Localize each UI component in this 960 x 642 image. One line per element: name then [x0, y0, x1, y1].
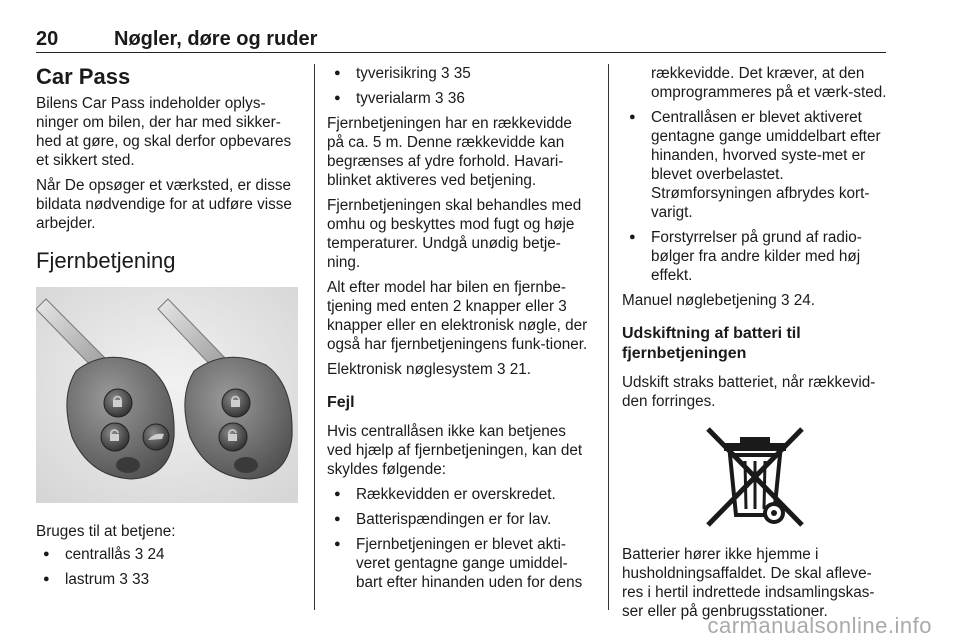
list-item: ● tyverisikring 3 35	[327, 64, 593, 83]
remote-keys-illustration	[36, 287, 298, 503]
cross-reference[interactable]: 3 36	[435, 90, 465, 107]
paragraph: Manuel nøglebetjening 3 24.	[622, 292, 816, 309]
battery-heading: Udskiftning af batteri til fjernbetjeningen	[622, 325, 801, 362]
arrow-icon: 3	[781, 292, 790, 309]
paragraph: Udskift straks batteriet, når rækkevid-den forringes.	[622, 374, 876, 410]
list-item: ● centrallås 3 24	[36, 545, 300, 564]
cross-reference[interactable]: 3 24	[134, 546, 165, 563]
column-1	[36, 64, 300, 595]
list-item: ● Rækkevidden er overskredet.	[327, 485, 593, 504]
list-item: ● Centrallåsen er blevet aktiveret gentagne gange umiddelbart efter hinanden, hvorved syste-met er blevet overbelastet. Strømforsyningen afbrydes kort-varigt.	[622, 108, 888, 222]
paragraph: Fjernbetjeningen har en rækkevidde på ca. 5 m. Denne rækkevidde kan begrænses af ydre forhold. Havari-blinket aktiveres ved betjening.	[327, 115, 572, 189]
column-2	[327, 64, 593, 598]
cross-reference[interactable]: 3 21.	[497, 361, 532, 378]
fejl-heading: Fejl	[327, 394, 355, 411]
watermark: carmanualsonline.info	[707, 613, 932, 638]
arrow-icon: 3	[134, 546, 144, 563]
paragraph: Elektronisk nøglesystem 3 21.	[327, 361, 532, 378]
list-item: ● tyverialarm 3 36	[327, 89, 593, 108]
arrow-icon: 3	[441, 65, 450, 82]
paragraph: Hvis centrallåsen ikke kan betjenes ved hjælp af fjernbetjeningen, kan det skyldes følgende:	[327, 423, 583, 478]
paragraph: Bilens Car Pass indeholder oplys-ninger om bilen, der har med sikker-hed at gøre, og skal derfor opbevares et sikkert sted.	[36, 95, 292, 169]
fjernbetjening-heading: Fjernbetjening	[36, 248, 176, 273]
fault-list	[327, 485, 593, 592]
list-item: ● Batterispændingen er for lav.	[327, 510, 593, 529]
fault-list	[622, 108, 888, 285]
function-list	[36, 545, 300, 589]
page-number: 20	[36, 28, 59, 50]
paragraph: Batterier hører ikke hjemme i husholdningsaffaldet. De skal afleve-res i hertil indrettede indsamlingskas-ser eller på genbrugsstationer.	[622, 546, 875, 620]
arrow-icon: 3	[435, 90, 444, 107]
paragraph: Bruges til at betjene:	[36, 523, 176, 540]
list-item: ● Fjernbetjeningen er blevet akti-veret gentagne gange umiddel-bart efter hinanden uden for dens	[327, 535, 593, 592]
paragraph: Fjernbetjeningen skal behandles med omhu og beskyttes mod fugt og høje temperaturer. Undgå unødig betje-ning.	[327, 197, 582, 271]
crossed-bin-icon	[700, 423, 810, 531]
paragraph: Når De opsøger et værksted, er disse bildata nødvendige for at udføre visse arbejder.	[36, 177, 292, 232]
paragraph: rækkevidde. Det kræver, at den omprogrammeres på et værk-sted.	[651, 65, 887, 101]
page-header	[36, 26, 886, 53]
column-3	[622, 64, 888, 627]
list-item: ● Forstyrrelser på grund af radio-bølger fra andre kilder med høj effekt.	[622, 228, 888, 285]
cross-reference[interactable]: 3 35	[441, 65, 471, 82]
paragraph: Alt efter model har bilen en fjernbe-tjening med enten 2 knapper eller 3 knapper eller en elektronisk nøgle, der også har fjernbetjeningens funk-tioner.	[327, 279, 588, 353]
cross-reference[interactable]: 3 24.	[781, 292, 816, 309]
cross-reference[interactable]: 3 33	[119, 571, 150, 588]
column-divider	[314, 64, 315, 610]
car-pass-title: Car Pass	[36, 64, 131, 89]
arrow-icon: 3	[497, 361, 506, 378]
column-divider	[608, 64, 609, 610]
list-item: ● lastrum 3 33	[36, 570, 300, 589]
arrow-icon: 3	[119, 571, 128, 588]
function-list	[327, 64, 593, 108]
header-title: Nøgler, døre og ruder	[114, 28, 318, 50]
